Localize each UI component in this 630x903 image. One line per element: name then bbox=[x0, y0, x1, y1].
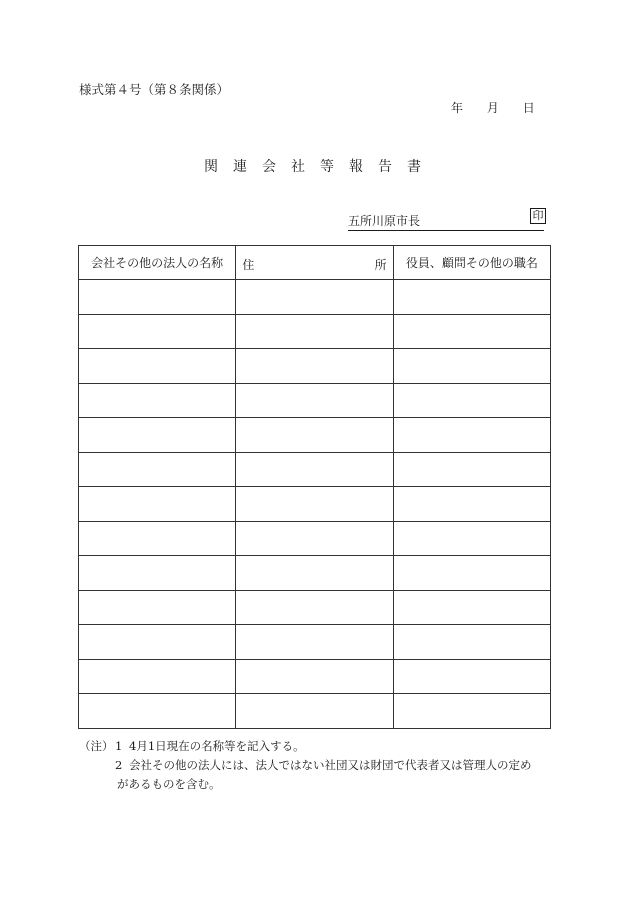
note-continuation: があるものを含む。 bbox=[117, 777, 221, 791]
title-char: 会 bbox=[262, 159, 276, 175]
cell-company-name[interactable] bbox=[79, 314, 236, 349]
table-row bbox=[79, 590, 551, 625]
header-position: 役員、顧問その他の職名 bbox=[393, 246, 550, 280]
cell-position[interactable] bbox=[393, 556, 550, 591]
title-char: 社 bbox=[291, 159, 305, 175]
cell-address[interactable] bbox=[236, 487, 393, 522]
cell-address[interactable] bbox=[236, 521, 393, 556]
cell-position[interactable] bbox=[393, 625, 550, 660]
cell-address[interactable] bbox=[236, 349, 393, 384]
table-row bbox=[79, 556, 551, 591]
table-row bbox=[79, 383, 551, 418]
title-char: 関 bbox=[204, 159, 218, 175]
cell-address[interactable] bbox=[236, 694, 393, 729]
report-table bbox=[78, 245, 551, 729]
seal-mark: 印 bbox=[530, 208, 546, 224]
date-day: 日 bbox=[522, 101, 535, 115]
cell-company-name[interactable] bbox=[79, 694, 236, 729]
table-row bbox=[79, 418, 551, 453]
cell-company-name[interactable] bbox=[79, 349, 236, 384]
table-body bbox=[79, 280, 551, 729]
table-row bbox=[79, 452, 551, 487]
note-number: 1 bbox=[115, 739, 123, 753]
title-char: 等 bbox=[320, 159, 334, 175]
header-company-name: 会社その他の法人の名称 bbox=[79, 246, 236, 280]
note-text: 4月1日現在の名称等を記入する。 bbox=[129, 739, 305, 753]
cell-company-name[interactable] bbox=[79, 452, 236, 487]
cell-address[interactable] bbox=[236, 659, 393, 694]
cell-position[interactable] bbox=[393, 349, 550, 384]
cell-company-name[interactable] bbox=[79, 418, 236, 453]
cell-position[interactable] bbox=[393, 452, 550, 487]
note-text: 会社その他の法人には、法人ではない社団又は財団で代表者又は管理人の定め bbox=[129, 758, 532, 772]
cell-position[interactable] bbox=[393, 418, 550, 453]
header-address-left: 住 bbox=[242, 258, 255, 272]
cell-address[interactable] bbox=[236, 590, 393, 625]
table-row bbox=[79, 280, 551, 315]
note-number: 2 bbox=[115, 758, 123, 772]
document-title bbox=[204, 156, 436, 176]
title-char: 告 bbox=[378, 159, 392, 175]
table-row bbox=[79, 625, 551, 660]
cell-position[interactable] bbox=[393, 280, 550, 315]
cell-company-name[interactable] bbox=[79, 556, 236, 591]
cell-address[interactable] bbox=[236, 452, 393, 487]
date-year: 年 bbox=[451, 101, 464, 115]
header-address bbox=[236, 246, 393, 280]
note-item bbox=[79, 756, 532, 775]
table-header-row bbox=[79, 246, 551, 280]
cell-position[interactable] bbox=[393, 521, 550, 556]
cell-company-name[interactable] bbox=[79, 487, 236, 522]
cell-company-name[interactable] bbox=[79, 280, 236, 315]
cell-address[interactable] bbox=[236, 556, 393, 591]
date-month: 月 bbox=[486, 101, 499, 115]
cell-address[interactable] bbox=[236, 625, 393, 660]
date-line bbox=[451, 99, 535, 116]
cell-company-name[interactable] bbox=[79, 625, 236, 660]
note-item bbox=[79, 737, 532, 756]
cell-company-name[interactable] bbox=[79, 659, 236, 694]
title-char: 書 bbox=[407, 159, 421, 175]
header-address-right: 所 bbox=[374, 258, 387, 272]
table-row bbox=[79, 659, 551, 694]
cell-company-name[interactable] bbox=[79, 590, 236, 625]
cell-address[interactable] bbox=[236, 383, 393, 418]
title-char: 報 bbox=[349, 159, 363, 175]
table-row bbox=[79, 349, 551, 384]
note-label: （注） bbox=[79, 739, 114, 753]
table-row bbox=[79, 487, 551, 522]
table-row bbox=[79, 694, 551, 729]
cell-position[interactable] bbox=[393, 314, 550, 349]
recipient: 五所川原市長 bbox=[348, 212, 544, 231]
title-char: 連 bbox=[233, 159, 247, 175]
cell-address[interactable] bbox=[236, 280, 393, 315]
cell-position[interactable] bbox=[393, 590, 550, 625]
cell-position[interactable] bbox=[393, 694, 550, 729]
cell-address[interactable] bbox=[236, 418, 393, 453]
cell-company-name[interactable] bbox=[79, 383, 236, 418]
cell-position[interactable] bbox=[393, 659, 550, 694]
cell-company-name[interactable] bbox=[79, 521, 236, 556]
table-row bbox=[79, 314, 551, 349]
table-row bbox=[79, 521, 551, 556]
cell-position[interactable] bbox=[393, 383, 550, 418]
cell-address[interactable] bbox=[236, 314, 393, 349]
cell-position[interactable] bbox=[393, 487, 550, 522]
form-number: 様式第４号（第８条関係） bbox=[79, 82, 230, 97]
notes bbox=[79, 737, 532, 794]
